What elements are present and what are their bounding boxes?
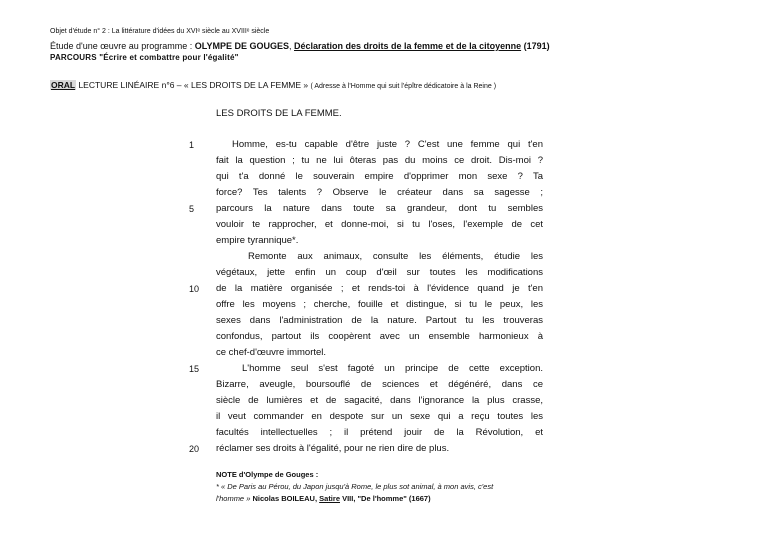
text-line: fait la question ; tu ne lui ôteras pas du moins ce droit. Dis-moi ? xyxy=(216,155,543,166)
line-number: 10 xyxy=(189,284,200,294)
text-line: il veut commander en despote sur un sexe qui a reçu toutes les xyxy=(216,411,543,422)
note-title: NOTE d'Olympe de Gouges : xyxy=(216,470,319,479)
etude-sep: , xyxy=(289,41,295,51)
text-line: offre les moyens ; cherche, fouille et distingue, si tu le peux, les xyxy=(216,299,543,310)
text-line: 10 de la matière organisée ; et rends-toi à l'évidence quand je t'en xyxy=(216,281,543,297)
note-source-line xyxy=(216,494,431,503)
oral-note: ( Adresse à l'Homme qui suit l'épître dédicatoire à la Reine ) xyxy=(310,83,497,90)
text-line: siècle de lumières et de sagacité, dans l'ignorance la plus crasse, xyxy=(216,395,543,406)
line-number: 15 xyxy=(189,364,200,374)
text-line: empire tyrannique*. xyxy=(216,235,299,246)
text-line: 1 Homme, es-tu capable d'être juste ? C'est une femme qui t'en xyxy=(216,137,543,153)
text-line: 15 L'homme seul s'est fagoté un principe de cette exception. xyxy=(216,361,543,377)
note-author: Nicolas BOILEAU, xyxy=(252,494,320,503)
text-line: Bizarre, aveugle, boursouflé de sciences et dégénéré, dans ce xyxy=(216,379,543,390)
text-line: facultés intellectuelles ; il prétend jouir de la Révolution, et xyxy=(216,427,543,438)
oral-title: LECTURE LINÉAIRE n°6 – « LES DROITS DE LA FEMME » xyxy=(76,80,311,90)
note-quote-line: * « De Paris au Pérou, du Japon jusqu'à Rome, le plus sot animal, à mon avis, c'est xyxy=(216,482,494,491)
line-number: 5 xyxy=(189,204,195,214)
line-number: 20 xyxy=(189,444,200,454)
text-line: 5 parcours la nature dans toute sa grandeur, dont tu sembles xyxy=(216,201,543,217)
note-quote-end: l'homme » xyxy=(216,494,253,503)
text-title: LES DROITS DE LA FEMME. xyxy=(216,108,342,119)
text-line: végétaux, jette enfin un coup d'œil sur toutes les modifications xyxy=(216,267,543,278)
text-line: 20 réclamer ses droits à l'égalité, pour ne rien dire de plus. xyxy=(216,441,543,457)
etude-year: (1791) xyxy=(521,41,550,51)
line-number: 1 xyxy=(189,140,195,150)
text-body xyxy=(189,137,543,457)
parcours-title: PARCOURS "Écrire et combattre pour l'égalité" xyxy=(50,53,239,62)
text-line: force? Tes talents ? Observe le créateur dans sa sagesse ; xyxy=(216,187,543,198)
note-work-details: VIII, "De l'homme" (1667) xyxy=(340,494,431,503)
text-line: sexes dans l'administration de la nature. Partout tu les trouveras xyxy=(216,315,543,326)
etude-author: OLYMPE DE GOUGES xyxy=(194,41,289,51)
oral-label: ORAL xyxy=(51,80,76,90)
etude-oeuvre xyxy=(50,41,550,51)
etude-prefix: Étude d'une œuvre au programme : xyxy=(50,41,195,51)
text-line: ce chef-d'œuvre immortel. xyxy=(216,347,327,358)
oral-heading xyxy=(50,80,496,90)
note-work: Satire xyxy=(319,494,340,503)
text-line: confondus, partout ils coopèrent avec un ensemble harmonieux à xyxy=(216,331,543,342)
text-line: qui t'a donné le souverain empire d'opprimer mon sexe ? Ta xyxy=(216,171,543,182)
etude-work-title: Déclaration des droits de la femme et de la citoyenne xyxy=(294,41,522,51)
text-line: vouloir te rapprocher, et donne-moi, si tu l'oses, l'exemple de cet xyxy=(216,219,543,230)
objet-etude: Objet d'étude n° 2 : La littérature d'idées du XVIᵉ siècle au XVIIIᵉ siècle xyxy=(50,28,270,35)
text-line: Remonte aux animaux, consulte les éléments, étudie les xyxy=(248,251,543,262)
